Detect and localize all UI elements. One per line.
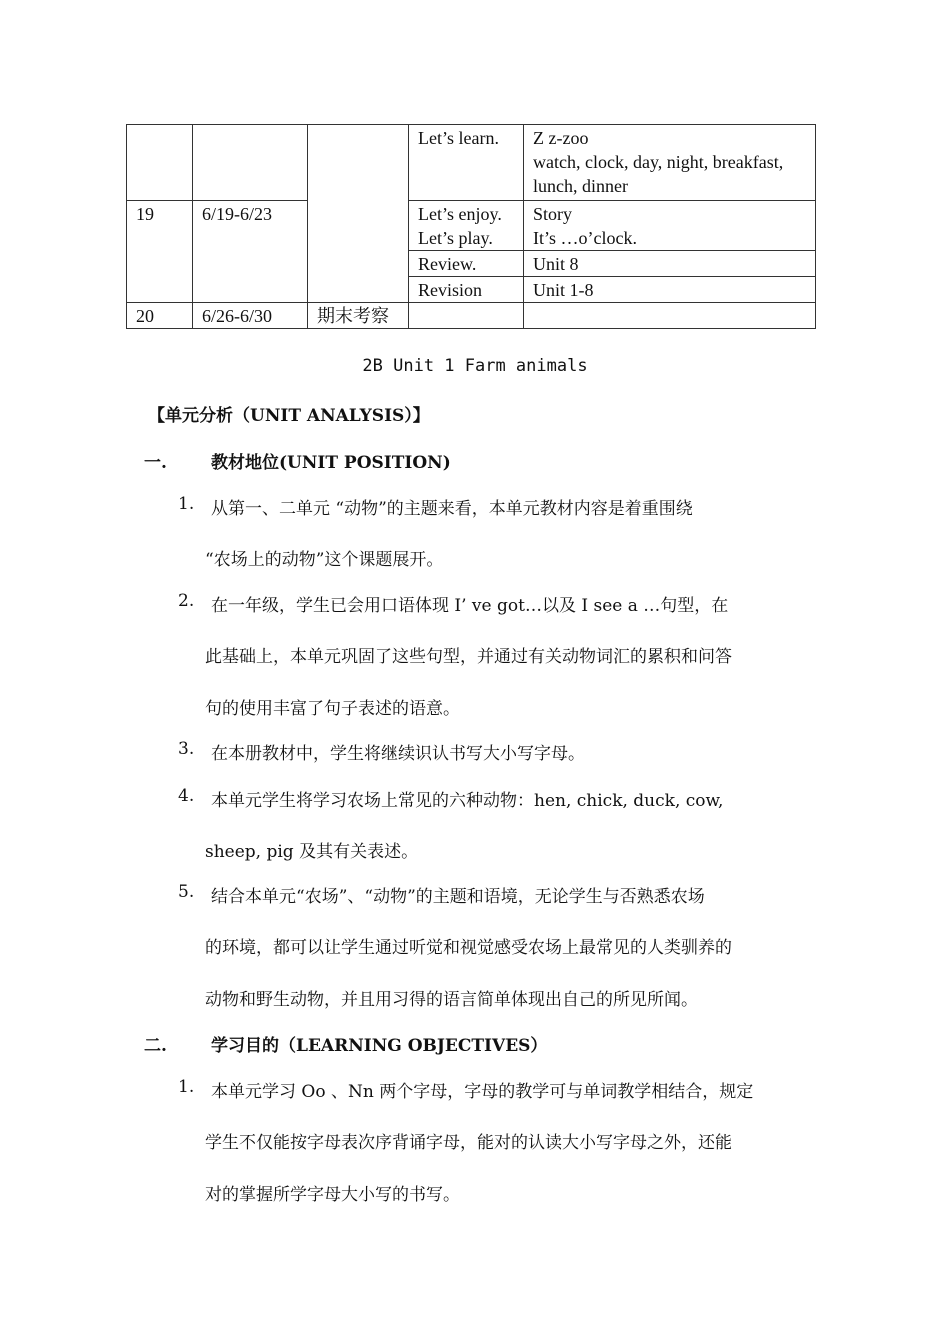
item-line: sheep, pig 及其有关表述。 <box>205 842 419 862</box>
topic-cell: 期末考察 <box>308 303 409 329</box>
dates-cell: 6/26-6/30 <box>193 303 308 329</box>
activity-cell <box>409 303 524 329</box>
activity-cell: Revision <box>409 277 524 303</box>
content-line: Z z-zoo <box>533 128 589 148</box>
item-line: 在一年级，学生已会用口语体现 I’ ve got…以及 I see a …句型，在 <box>211 596 729 616</box>
item-line: 在本册教材中，学生将继续识认书写大小写字母。 <box>211 744 585 764</box>
week-cell: 20 <box>127 303 193 329</box>
section1-number: 一. <box>144 453 167 473</box>
topic-cell <box>308 125 409 303</box>
activity-cell: Review. <box>409 251 524 277</box>
item-line: 句的使用丰富了句子表述的语意。 <box>205 699 460 719</box>
content-line: watch, clock, day, night, breakfast, <box>533 152 784 172</box>
schedule-table <box>126 124 816 329</box>
table-row <box>127 125 816 201</box>
item-line: 此基础上，本单元巩固了这些句型，并通过有关动物词汇的累积和问答 <box>205 647 732 667</box>
content-line: It’s …o’clock. <box>533 228 637 248</box>
section1-heading: 教材地位(UNIT POSITION) <box>211 453 451 473</box>
week-cell: 19 <box>127 201 193 303</box>
content-cell: Unit 1-8 <box>524 277 816 303</box>
item-line: 本单元学生将学习农场上常见的六种动物：hen, chick, duck, cow, <box>211 791 724 811</box>
item-line: 从第一、二单元 “动物”的主题来看，本单元教材内容是着重围绕 <box>211 499 693 519</box>
item-line: 动物和野生动物，并且用习得的语言简单体现出自己的所见所闻。 <box>205 990 698 1010</box>
dates-cell: 6/19-6/23 <box>193 201 308 303</box>
item-number: 3. <box>178 739 195 759</box>
activity-line: Let’s play. <box>418 228 493 248</box>
item-line: 本单元学习 Oo 、Nn 两个字母，字母的教学可与单词教学相结合，规定 <box>211 1082 754 1102</box>
content-line: lunch, dinner <box>533 176 628 196</box>
page-title: 2B Unit 1 Farm animals <box>362 356 588 376</box>
item-line: 对的掌握所学字母大小写的书写。 <box>205 1185 460 1205</box>
item-number: 1. <box>178 1077 195 1097</box>
activity-cell <box>409 201 524 251</box>
content-cell <box>524 201 816 251</box>
section2-number: 二. <box>144 1036 167 1056</box>
content-cell <box>524 303 816 329</box>
item-line: “农场上的动物”这个课题展开。 <box>205 550 444 570</box>
week-cell <box>127 125 193 201</box>
activity-cell: Let’s learn. <box>409 125 524 201</box>
content-line: Story <box>533 204 573 224</box>
item-number: 5. <box>178 882 195 902</box>
item-line: 结合本单元“农场”、“动物”的主题和语境，无论学生与否熟悉农场 <box>211 887 705 907</box>
analysis-heading: 【单元分析（UNIT ANALYSIS）】 <box>148 406 430 426</box>
section2-heading: 学习目的（LEARNING OBJECTIVES） <box>211 1036 548 1056</box>
item-number: 4. <box>178 786 195 806</box>
item-line: 的环境，都可以让学生通过听觉和视觉感受农场上最常见的人类驯养的 <box>205 938 732 958</box>
dates-cell <box>193 125 308 201</box>
table-row <box>127 201 816 251</box>
table-row <box>127 303 816 329</box>
item-number: 1. <box>178 494 195 514</box>
activity-line: Let’s enjoy. <box>418 204 502 224</box>
content-cell <box>524 125 816 201</box>
content-cell: Unit 8 <box>524 251 816 277</box>
item-line: 学生不仅能按字母表次序背诵字母，能对的认读大小写字母之外，还能 <box>205 1133 732 1153</box>
item-number: 2. <box>178 591 195 611</box>
